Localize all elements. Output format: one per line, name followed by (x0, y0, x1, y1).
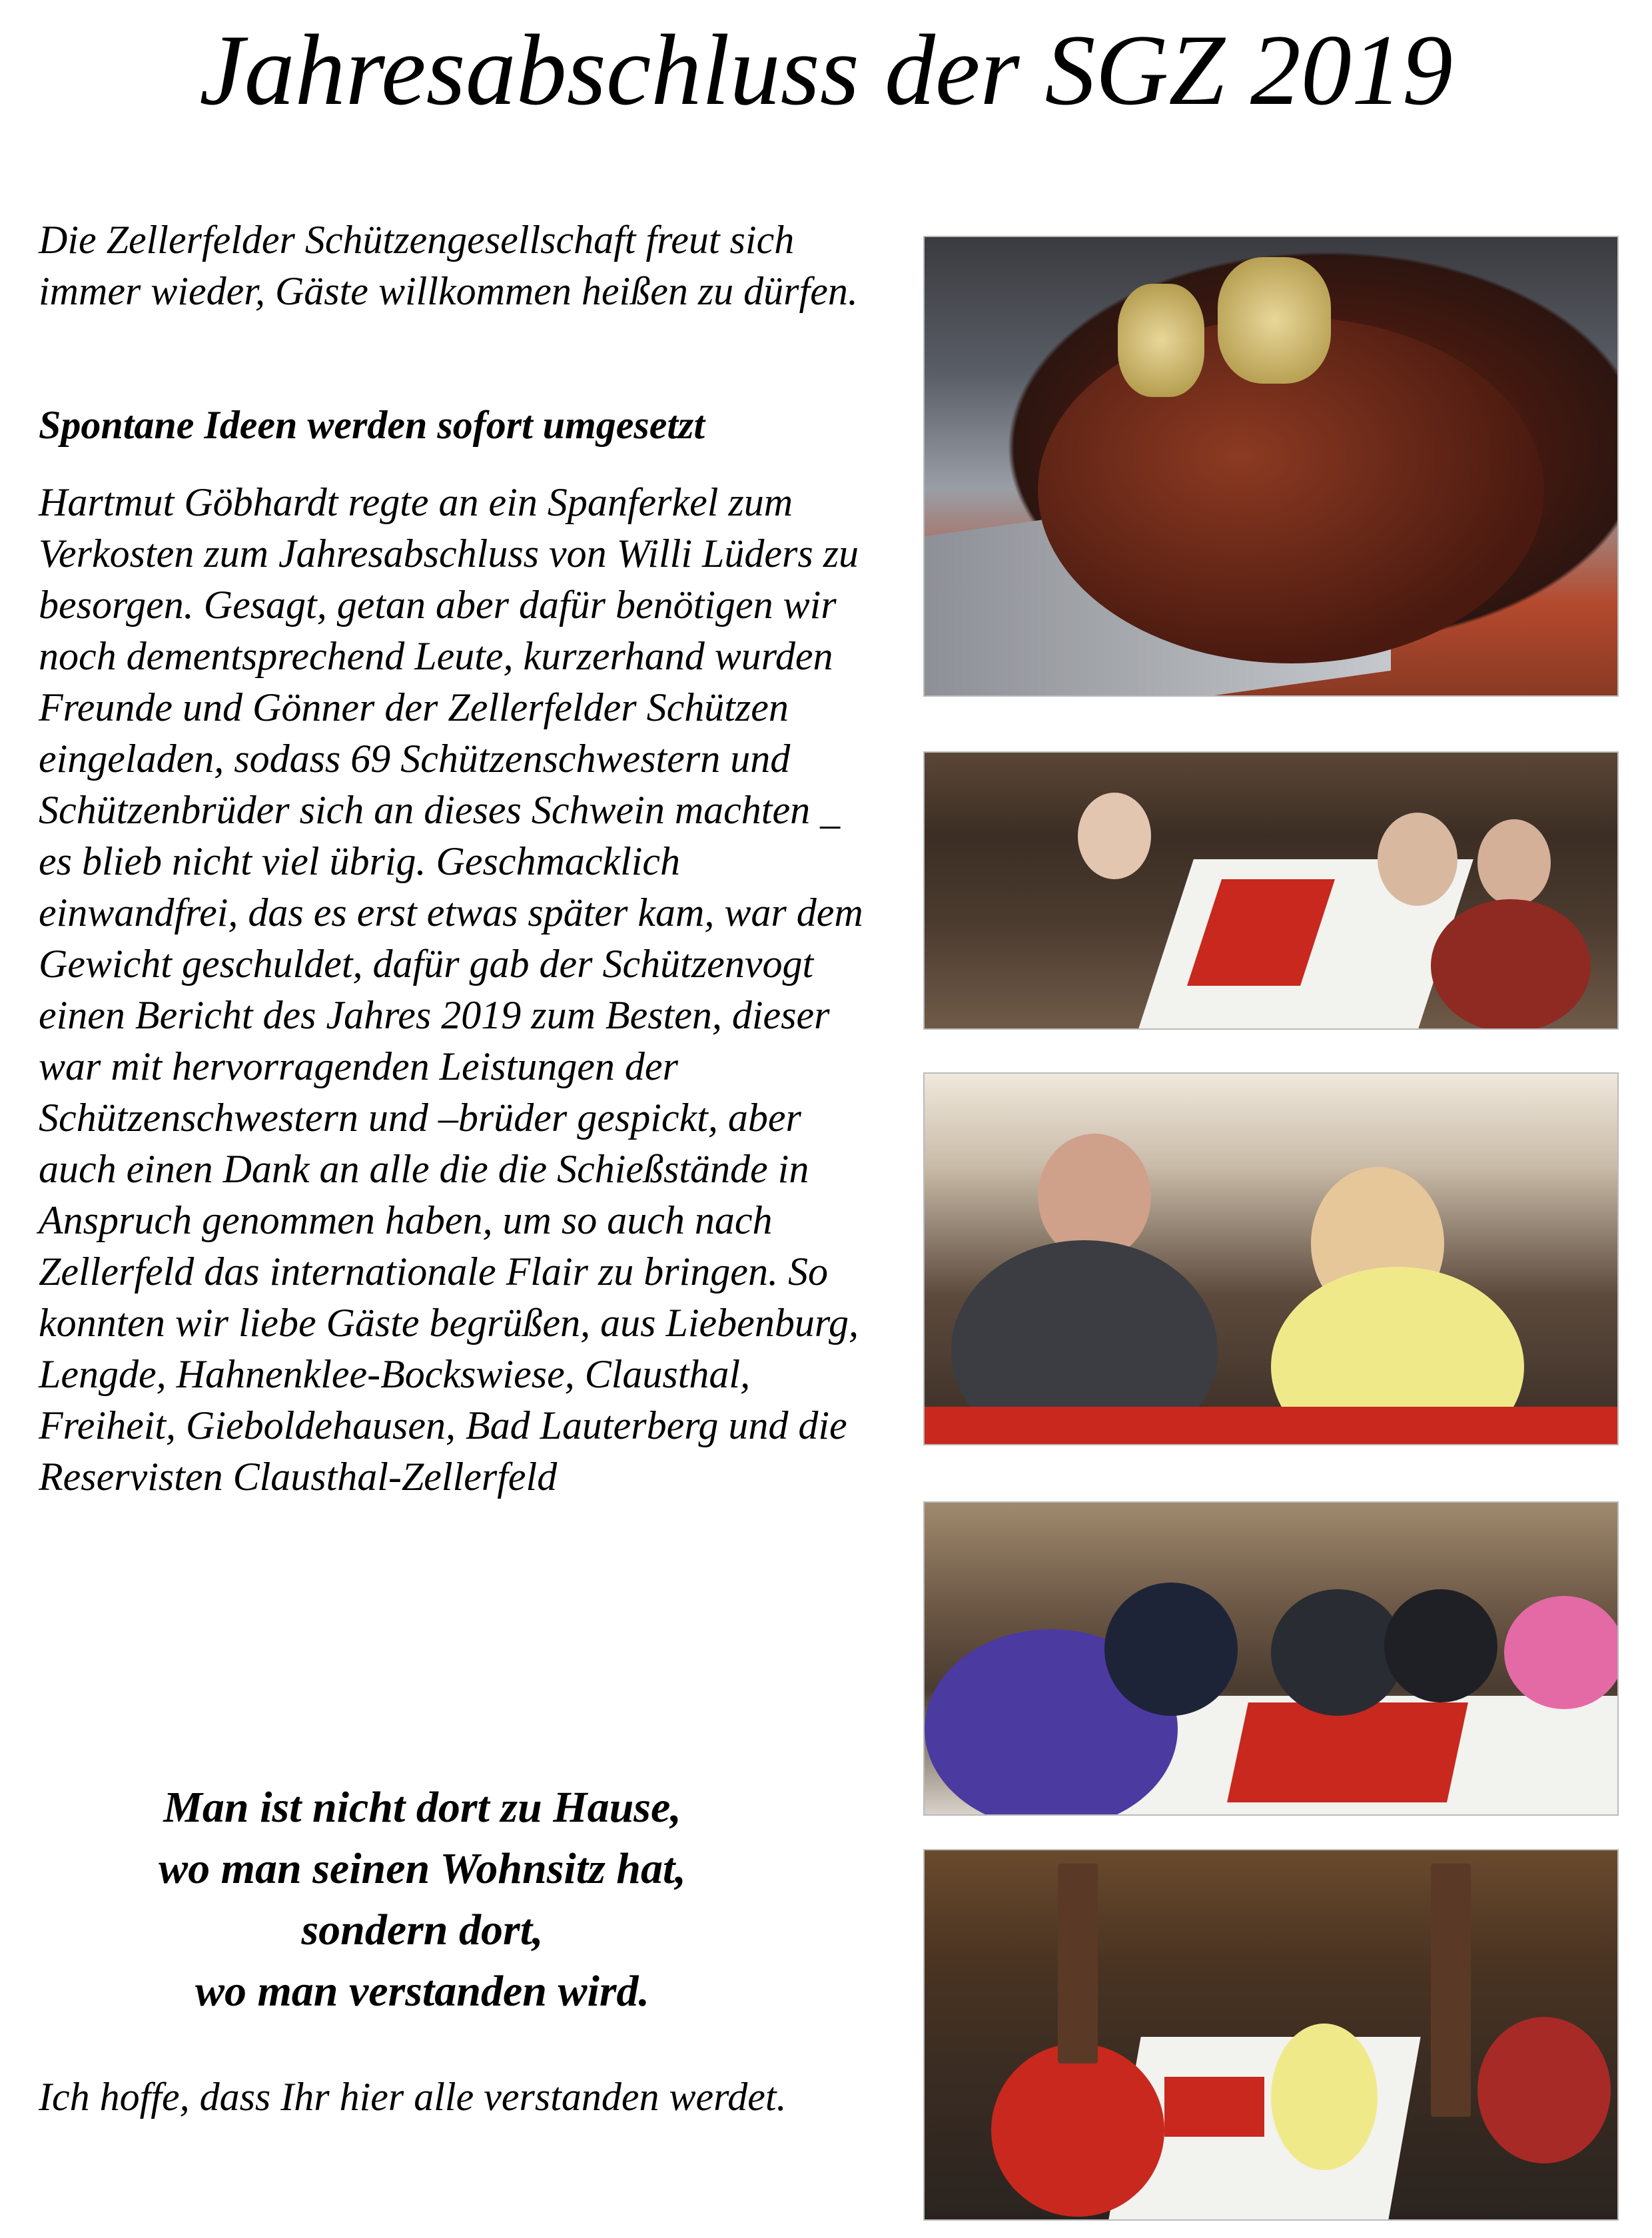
page-title: Jahresabschluss der SGZ 2019 (199, 14, 1453, 126)
guest-dark (1104, 1583, 1238, 1716)
guest (1477, 819, 1551, 906)
table-runner (1164, 2077, 1264, 2137)
quote-line: Man ist nicht dort zu Hause, (163, 1783, 681, 1832)
guest-pink (1504, 1596, 1619, 1709)
quote-line: wo man verstanden wird. (195, 1967, 650, 2016)
brick-pillar (1431, 1864, 1471, 2117)
guest-red (991, 2044, 1164, 2217)
photo-guests-table-1 (923, 751, 1619, 1030)
quote-line: sondern dort, (301, 1906, 544, 1954)
quote-block (39, 1777, 806, 2022)
photo-conversation (923, 1072, 1619, 1445)
brick-pillar (1058, 1864, 1098, 2063)
guest-dark (1384, 1589, 1497, 1702)
guest-red (1477, 2017, 1611, 2163)
table-runner (1227, 1702, 1468, 1802)
foil-ear (1218, 257, 1331, 384)
closing-paragraph: Ich hoffe, dass Ihr hier alle verstanden werdet. (39, 2075, 787, 2119)
table-runner (925, 1407, 1619, 1445)
quote-line: wo man seinen Wohnsitz hat, (159, 1844, 686, 1893)
photo-guests-table-2 (923, 1501, 1619, 1816)
guest-yellow (1271, 2024, 1378, 2170)
body-paragraph: Hartmut Göbhardt regte an ein Spanferkel zum Verkosten zum Jahresabschluss von Willi Lüders zu besorgen. Gesagt, getan aber dafür benötigen wir noch dementsprechend Leute, kurzerhand wurden Freunde und Gönner der Zellerfelder Schützen eingeladen, sodass 69 Schützenschwestern und Schützenbrüder sich an dieses Schwein machten _ es blieb nicht viel übrig. Geschmacklich einwandfrei, das es erst etwas später kam, war dem Gewicht geschuldet, dafür gab der Schützenvogt einen Bericht des Jahres 2019 zum Besten, dieser war mit hervorragenden Leistungen der Schützenschwestern und –brüder gespickt, aber auch einen Dank an alle die die Schießstände in Anspruch genommen haben, um so auch nach Zellerfeld das internationale Flair zu bringen. So konnten wir liebe Gäste begrüßen, aus Liebenburg, Lengde, Hahnenklee-Bockswiese, Clausthal, Freiheit, Gieboldehausen, Bad Lauterberg und die Reservisten Clausthal-Zellerfeld (39, 480, 863, 1499)
photo-roast-pig (923, 236, 1619, 697)
intro-paragraph: Die Zellerfelder Schützengesellschaft freut sich immer wieder, Gäste willkommen heißen zu dürfen. (39, 218, 858, 313)
guest-red-shirt (1431, 899, 1591, 1030)
guest (1078, 793, 1151, 879)
foil-ear (1118, 284, 1204, 397)
photo-hall-overview (923, 1849, 1619, 2221)
subheading: Spontane Ideen werden sofort umgesetzt (39, 403, 705, 447)
guest (1378, 813, 1457, 906)
